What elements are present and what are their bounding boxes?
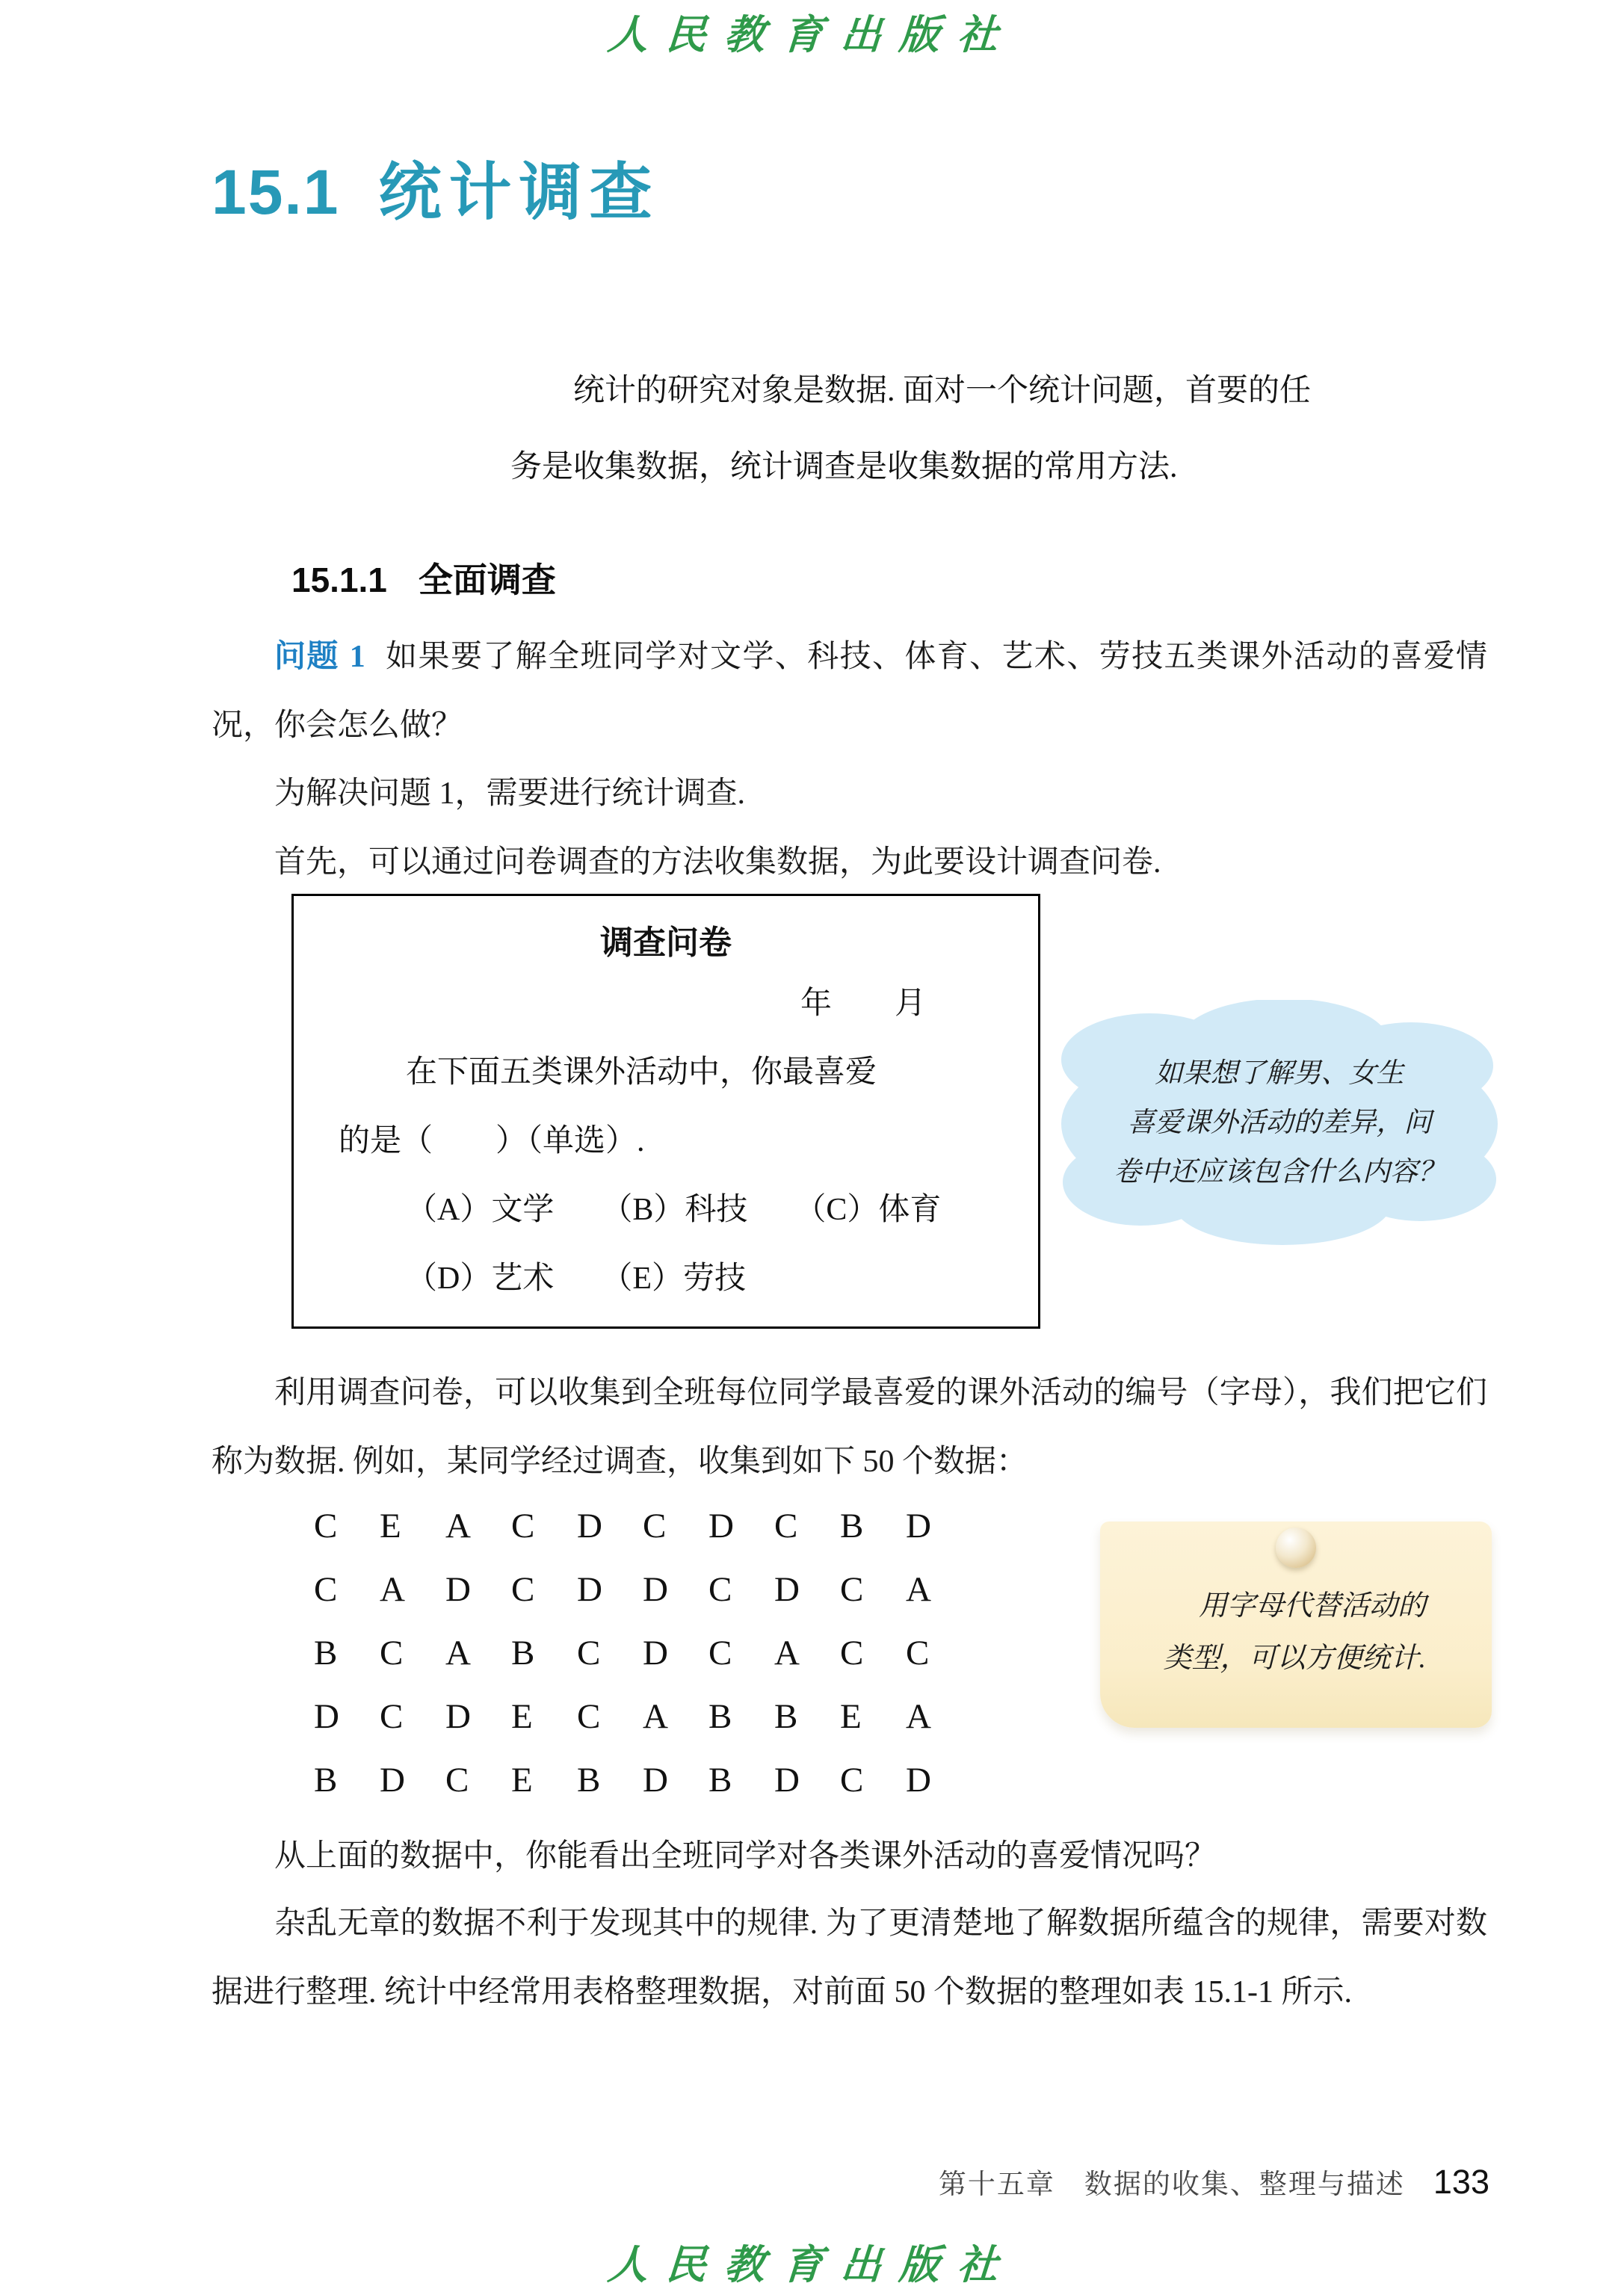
sticky-note-line1: 用字母代替活动的	[1198, 1590, 1426, 1622]
data-row	[314, 1558, 972, 1622]
questionnaire-options-line2: （D）艺术 （E）劳技	[406, 1261, 746, 1296]
subsection-number: 15.1.1	[291, 560, 387, 599]
data-letter: D	[577, 1507, 602, 1545]
data-letter: B	[840, 1507, 864, 1545]
data-letter: B	[774, 1697, 798, 1736]
subsection-title: 全面调查	[418, 560, 556, 599]
data-letter: E	[380, 1507, 401, 1545]
questionnaire-body-line2: 的是（ ）（单选）.	[339, 1124, 645, 1158]
data-letter: C	[445, 1761, 469, 1800]
paragraph-solve: 为解决问题 1，需要进行统计调查.	[274, 776, 746, 811]
data-letter: C	[840, 1634, 864, 1672]
data-letter: C	[380, 1697, 404, 1736]
questionnaire-title: 调查问卷	[600, 924, 732, 961]
thought-cloud	[1052, 1000, 1507, 1248]
data-letter: C	[840, 1761, 864, 1800]
cloud-note	[1052, 1049, 1507, 1197]
data-letter: D	[774, 1761, 800, 1800]
questionnaire-body-line1: 在下面五类课外活动中，你最喜爱	[406, 1055, 877, 1090]
paragraph-arrange: 杂乱无章的数据不利于发现其中的规律. 为了更清楚地了解数据所蕴含的规律，需要对数据进行整理. 统计中经常用表格整理数据，对前面 50 个数据的整理如表 15.1-1 所示.	[212, 1906, 1487, 2010]
data-letter: A	[906, 1697, 931, 1736]
sticky-note-text	[1163, 1580, 1426, 1684]
data-letter: E	[840, 1697, 862, 1736]
data-letter: B	[314, 1634, 338, 1672]
data-row	[314, 1749, 972, 1812]
data-letter: A	[380, 1570, 405, 1609]
problem1-paragraph	[212, 622, 1487, 760]
data-letter: C	[708, 1570, 732, 1609]
data-letter: D	[774, 1570, 800, 1609]
data-letter: E	[511, 1697, 533, 1736]
data-letter: C	[511, 1507, 535, 1545]
publisher-logo-text: 人民教育出版社	[606, 10, 1018, 58]
data-letter: A	[906, 1570, 931, 1609]
data-letter: D	[643, 1570, 668, 1609]
questionnaire-box	[291, 894, 1040, 1329]
problem1-text: 如果要了解全班同学对文学、科技、体育、艺术、劳技五类课外活动的喜爱情况，你会怎么做？	[212, 640, 1487, 743]
data-letter: D	[577, 1570, 602, 1609]
data-letter: B	[577, 1761, 601, 1800]
data-letter: D	[906, 1761, 931, 1800]
data-letter: C	[314, 1570, 338, 1609]
page-title-text: 统计调查	[378, 157, 660, 227]
paragraph-question: 从上面的数据中，你能看出全班同学对各类课外活动的喜爱情况吗？	[274, 1839, 1217, 1874]
data-letter: D	[643, 1761, 668, 1800]
problem1-number: 1	[349, 640, 365, 674]
data-letter: D	[445, 1697, 471, 1736]
cloud-note-line2: 喜爱课外活动的差异，问	[1127, 1108, 1432, 1138]
data-letter: D	[906, 1507, 931, 1545]
data-letter: E	[511, 1761, 533, 1800]
data-grid	[314, 1495, 972, 1812]
data-letter: A	[643, 1697, 668, 1736]
data-letter: D	[708, 1507, 734, 1545]
data-letter: B	[708, 1761, 732, 1800]
data-letter: C	[314, 1507, 338, 1545]
publisher-logo-text: 人民教育出版社	[606, 2240, 1018, 2288]
cloud-note-line3: 卷中还应该包含什么内容？	[1114, 1157, 1445, 1187]
paragraph-collect: 利用调查问卷，可以收集到全班每位同学最喜爱的课外活动的编号（字母），我们把它们称为数据. 例如，某同学经过调查，收集到如下 50 个数据：	[212, 1376, 1487, 1479]
data-row	[314, 1685, 972, 1749]
intro-paragraph	[510, 353, 1491, 505]
data-letter: C	[380, 1634, 404, 1672]
data-letter: D	[314, 1697, 339, 1736]
paragraph-first: 首先，可以通过问卷调查的方法收集数据，为此要设计调查问卷.	[274, 845, 1161, 880]
cloud-note-line1: 如果想了解男、女生	[1155, 1058, 1404, 1089]
intro-line-2: 务是收集数据，统计调查是收集数据的常用方法.	[510, 450, 1178, 484]
publisher-logo-bottom	[0, 2233, 1624, 2291]
subsection-heading	[291, 553, 556, 602]
data-letter: C	[708, 1634, 732, 1672]
sticky-note	[1100, 1522, 1492, 1728]
data-letter: B	[511, 1634, 535, 1672]
data-letter: C	[577, 1697, 601, 1736]
footer-chapter-title: 第十五章 数据的收集、整理与描述	[938, 2169, 1405, 2199]
data-letter: D	[380, 1761, 405, 1800]
page-footer	[939, 2161, 1489, 2202]
data-letter: C	[511, 1570, 535, 1609]
data-letter: A	[445, 1507, 471, 1545]
intro-line-1: 统计的研究对象是数据. 面对一个统计问题，首要的任	[573, 374, 1312, 408]
page-title-number: 15.1	[212, 157, 340, 227]
problem1-label: 问题	[274, 638, 339, 673]
sticky-note-line2: 类型，可以方便统计.	[1163, 1643, 1426, 1674]
data-letter: C	[774, 1507, 798, 1545]
data-letter: D	[643, 1634, 668, 1672]
data-row	[314, 1622, 972, 1685]
data-letter: C	[906, 1634, 930, 1672]
data-letter: A	[774, 1634, 800, 1672]
page-title	[212, 142, 660, 232]
data-letter: D	[445, 1570, 471, 1609]
data-letter: B	[314, 1761, 338, 1800]
data-letter: C	[643, 1507, 667, 1545]
pearl-pin-icon	[1276, 1528, 1316, 1568]
publisher-logo-top	[0, 3, 1624, 61]
data-letter: C	[577, 1634, 601, 1672]
data-row	[314, 1495, 972, 1558]
questionnaire-date-line: 年 月	[800, 986, 926, 1021]
data-letter: A	[445, 1634, 471, 1672]
data-letter: C	[840, 1570, 864, 1609]
footer-page-number: 133	[1433, 2163, 1489, 2201]
data-letter: B	[708, 1697, 732, 1736]
questionnaire-options-line1: （A）文学 （B）科技 （C）体育	[406, 1193, 942, 1227]
